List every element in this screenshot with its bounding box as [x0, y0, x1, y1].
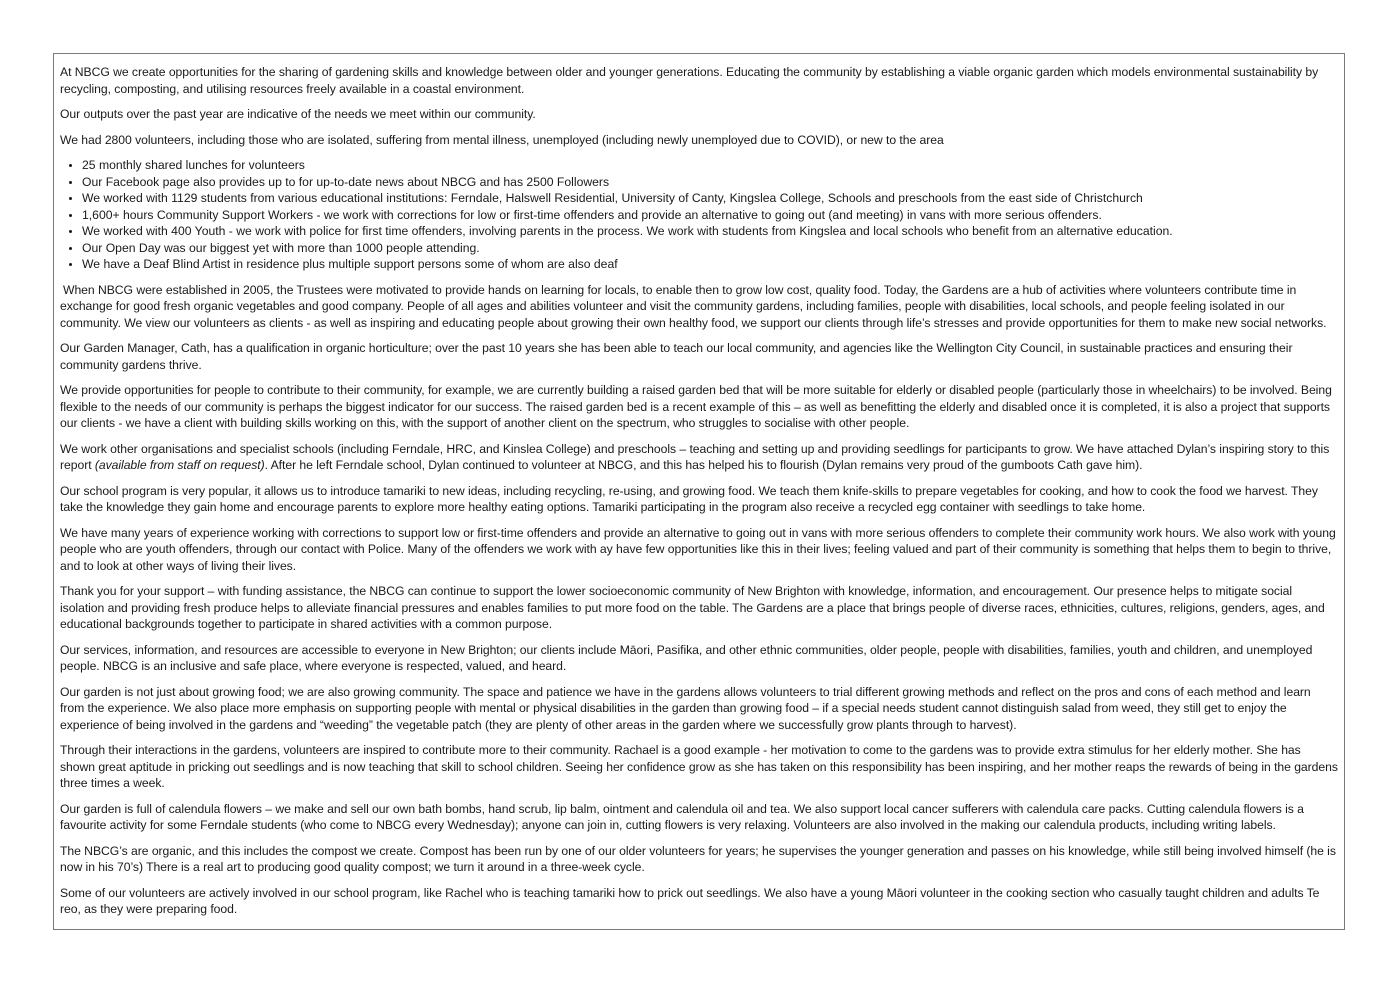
paragraph-growing-community: Our garden is not just about growing food; we are also growing community. The space and patience we have in the gardens allows volunteers to trial different growing methods and reflect on the pros and cons of each method and learn from the experience. We also place more emphasis on supporting people with mental or physical disabilities in the garden than growing food – if a special needs student cannot distinguish salad from weed, they still get to enjoy the experience of being involved in the gardens and “weeding” the vegetable patch (they are plenty of other areas in the garden where we successfully grow plants through to harvest). — [60, 684, 1311, 732]
outputs-bullet-list — [60, 157, 1338, 273]
paragraph-calendula: Our garden is full of calendula flowers – we make and sell our own bath bombs, hand scrub, lip balm, ointment and calendula oil and tea. We also support local cancer sufferers with calendula care packs. Cutting calendula flowers is a favourite activity for some Ferndale students (who come to NBCG every Wednesday); anyone can join in, cutting flowers is very relaxing. Volunteers are also involved in the making our calendula products, including writing labels. — [60, 801, 1304, 832]
bullet-item: • 1,600+ hours Community Support Workers - we work with corrections for low or first-time offenders and provide an alternative to going out (and meeting) in vans with more serious offenders. — [82, 207, 1338, 224]
paragraph-garden-manager: Our Garden Manager, Cath, has a qualification in organic horticulture; over the past 10 years she has been able to teach our local community, and agencies like the Wellington City Council, in sustainable practices and ensuring their community gardens thrive. — [60, 341, 1293, 372]
paragraph-volunteers: We had 2800 volunteers, including those who are isolated, suffering from mental illness, unemployed (including newly unemployed due to COVID), or new to the area — [60, 132, 944, 147]
paragraph-intro: At NBCG we create opportunities for the sharing of gardening skills and knowledge between older and younger generations. Educating the community by establishing a viable organic garden which models environmental sustainability by recycling, composting, and utilising resources freely available in a coastal environment. — [60, 65, 1319, 96]
paragraph-outputs: Our outputs over the past year are indicative of the needs we meet within our community. — [60, 107, 536, 121]
paragraph-corrections: We have many years of experience working with corrections to support low or first-time offenders and provide an alternative to going out in vans with more serious offenders to complete their community work hours. We also work with young people who are youth offenders, through our contact with Police. Many of the offenders we work with ay have few opportunities like this in their lives; feeling valued and part of their community is something that helps them to begin to thrive, and to look at other ways of living their lives. — [60, 525, 1336, 573]
bullet-item: • We worked with 1129 students from various educational institutions: Ferndale, Halswell Residential, University of Canty, Kingslea College, Schools and preschools from the east side of Christchurch — [82, 190, 1338, 207]
dylan-text-end: . After he left Ferndale school, Dylan continued to volunteer at NBCG, and this has helped his to flourish (Dylan remains very proud of the gumboots Cath gave him). — [264, 458, 1143, 472]
paragraph-rachael: Through their interactions in the gardens, volunteers are inspired to contribute more to their community. Rachael is a good example - her motivation to come to the gardens was to provide extra stimulus for her elderly mother. She has shown great aptitude in pricking out seedlings and is now teaching that skill to school children. Seeing her confidence grow as she has taken on this responsibility has been inspiring, and her mother reaps the rewards of being in the gardens three times a week. — [60, 743, 1338, 790]
bullet-item: • We worked with 400 Youth - we work with police for first time offenders, involving parents in the process. We work with students from Kingslea and local schools who benefit from an alternative education. — [82, 223, 1338, 240]
paragraph-compost: The NBCG’s are organic, and this includes the compost we create. Compost has been run by one of our older volunteers for years; he supervises the younger generation and passes on his knowledge, while still being involved himself (he is now in his 70’s) There is a real art to producing good quality compost; we turn it around in a three-week cycle. — [60, 843, 1336, 874]
paragraph-services: Our services, information, and resources are accessible to everyone in New Brighton; our clients include Māori, Pasifika, and other ethnic communities, older people, people with disabilities, families, youth and children, and unemployed people. NBCG is an inclusive and safe place, where everyone is respected, valued, and heard. — [60, 642, 1313, 673]
paragraph-established: When NBCG were established in 2005, the Trustees were motivated to provide hands on learning for locals, to enable then to grow low cost, quality food. Today, the Gardens are a hub of activities where volunteers contribute time in exchange for good fresh organic vegetables and good company. People of all ages and abilities volunteer and visit the community gardens, including families, people with disabilities, local schools, and people feeling isolated in our community. We view our volunteers as clients - as well as inspiring and educating people about growing their own healthy food, we support our clients through life’s stresses and provide opportunities for them to make new social networks. — [60, 282, 1327, 330]
document-text-box — [53, 53, 1345, 930]
dylan-text-italic: (available from staff on request) — [94, 458, 265, 472]
paragraph-opportunities: We provide opportunities for people to contribute to their community, for example, we are currently building a raised garden bed that will be more suitable for elderly or disabled people (particularly those in wheelchairs) to be involved. Being flexible to the needs of our community is perhaps the biggest indicator for our success. The raised garden bed is a recent example of this – as well as benefitting the elderly and disabled once it is completed, it is also a project that supports our clients - we have a client with building skills working on this, with the support of another client on the spectrum, who struggles to socialise with other people. — [60, 383, 1332, 430]
bullet-item: • Our Open Day was our biggest yet with more than 1000 people attending. — [82, 240, 1338, 257]
paragraph-school-volunteers: Some of our volunteers are actively involved in our school program, like Rachel who is teaching tamariki how to prick out seedlings. We also have a young Māori volunteer in the cooking section who casually taught children and adults Te reo, as they were preparing food. — [60, 885, 1320, 916]
bullet-item: • Our Facebook page also provides up to for up-to-date news about NBCG and has 2500 Followers — [82, 174, 1338, 191]
dylan-text-start: We work other organisations and specialist schools (including Ferndale, HRC, and Kinslea College) and preschools – teaching and setting up and providing seedlings for participants to grow. We have attached Dylan’s inspiring story to this report — [60, 441, 1330, 472]
bullet-item: • We have a Deaf Blind Artist in residence plus multiple support persons some of whom are also deaf — [82, 256, 1338, 273]
bullet-item: • 25 monthly shared lunches for volunteers — [82, 157, 1338, 174]
paragraph-school-program: Our school program is very popular, it allows us to introduce tamariki to new ideas, including recycling, re-using, and growing food. We teach them knife-skills to prepare vegetables for cooking, and how to cook the food we harvest. They take the knowledge they gain home and encourage parents to explore more healthy eating options. Tamariki participating in the program also receive a recycled egg container with seedlings to take home. — [60, 483, 1318, 514]
paragraph-thank-you: Thank you for your support – with funding assistance, the NBCG can continue to support the lower socioeconomic community of New Brighton with knowledge, information, and encouragement. Our presence helps to mitigate social isolation and providing fresh produce helps to alleviate financial pressures and enables families to put more food on the table. The Gardens are a place that brings people of diverse races, ethnicities, cultures, religions, genders, ages, and educational backgrounds together to participate in shared activities with a common purpose. — [60, 584, 1325, 631]
paragraph-dylan-story — [60, 441, 1338, 474]
